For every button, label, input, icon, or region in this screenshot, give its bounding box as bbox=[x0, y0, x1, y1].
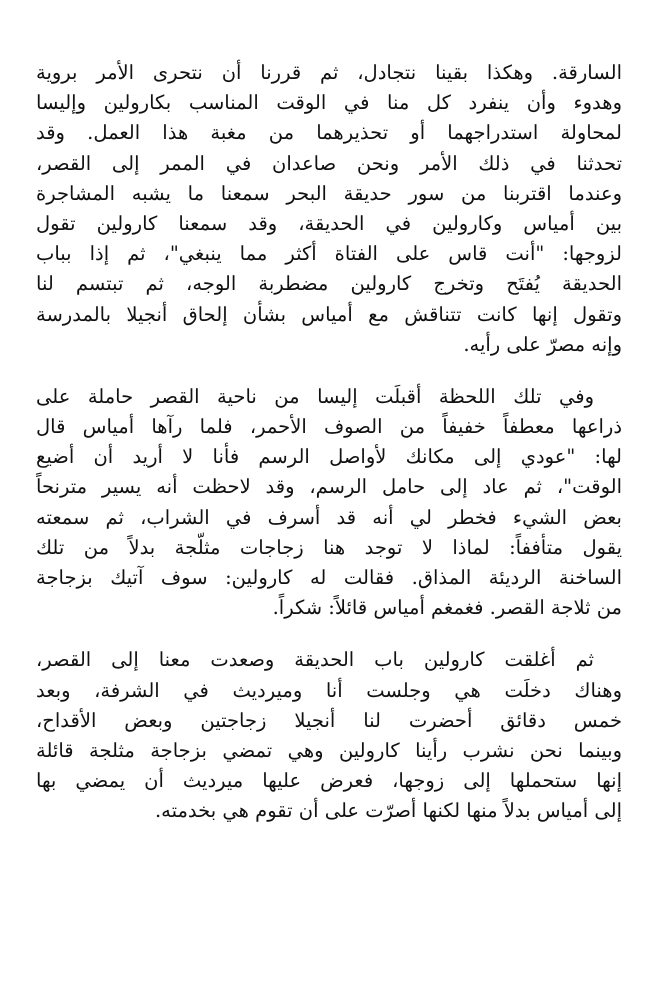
text-line: إلى أمياس بدلاً منها لكنها أصرّت على أن تقوم هي بخدمته. bbox=[154, 799, 622, 823]
text-line: من ثلاجة القصر. فغمغم أمياس قائلاً: شكراً. bbox=[272, 596, 622, 620]
text-line: الساخنة الرديئة المذاق. فقالت له كارولين: سوف آتيك بزجاجة bbox=[36, 566, 622, 589]
text-line: وهناك دخلَت هي وجلست أنا وميرديث في الشرفة، وبعد bbox=[36, 678, 622, 702]
text-line: وتقول إنها كانت تتناقش مع أمياس بشأن إلحاق أنجيلا بالمدرسة bbox=[36, 302, 622, 326]
text-line: الحديقة يُفتَح وتخرج كارولين مضطربة الوجه، ثم تبتسم لنا bbox=[36, 272, 622, 296]
text-line: وإنه مصرّ على رأيه. bbox=[463, 332, 622, 356]
text-line: لزوجها: "أنت قاس على الفتاة أكثر مما ينبغي"، ثم إذا بباب bbox=[36, 242, 622, 266]
text-line: يقول متأففاً: لماذا لا توجد هنا زجاجات مثلّجة بدلاً من تلك bbox=[36, 535, 622, 559]
text-line: إنها ستحملها إلى زوجها، فعرض عليها ميرديث أن يمضي بها bbox=[36, 769, 622, 793]
text-line: الوقت"، ثم عاد إلى حامل الرسم، وقد لاحظت أنه يسير مترنحاً bbox=[36, 475, 622, 499]
text-line: لها: "عودي إلى مكانك لأواصل الرسم فأنا لا أريد أن أضيع bbox=[36, 445, 622, 469]
text-line: وعندما اقتربنا من سور حديقة البحر سمعنا ما يشبه المشاجرة bbox=[36, 181, 622, 205]
text-line: وهدوء وأن ينفرد كل منا في الوقت المناسب بكارولين وإليسا bbox=[36, 91, 622, 115]
text-line: ثم أغلقت كارولين باب الحديقة وصعدت معنا إلى القصر، bbox=[36, 648, 594, 672]
text-line: لمحاولة استدراجهما أو تحذيرهما من مغبة هذا العمل. وقد bbox=[36, 121, 622, 145]
text-line: تحدثنا في ذلك الأمر ونحن صاعدان في الممر إلى القصر، bbox=[36, 151, 622, 175]
paragraph-3 bbox=[36, 645, 622, 826]
text-line: خمس دقائق أحضرت لنا أنجيلا زجاجتين وبعض الأقداح، bbox=[36, 708, 622, 732]
text-line: بين أمياس وكارولين في الحديقة، وقد سمعنا كارولين تقول bbox=[36, 211, 622, 235]
paragraph-1 bbox=[36, 58, 622, 360]
book-page bbox=[36, 58, 622, 849]
text-line: وفي تلك اللحظة أقبلَت إليسا من ناحية القصر حاملة على bbox=[36, 384, 594, 408]
text-line: ذراعها معطفاً خفيفاً من الصوف الأحمر، فلما رآها أمياس قال bbox=[36, 415, 622, 439]
text-line: وبينما نحن نشرب رأينا كارولين وهي تمضي بزجاجة مثلجة قائلة bbox=[36, 738, 622, 762]
text-line: بعض الشيء فخطر لي أنه قد أسرف في الشراب، ثم سمعته bbox=[36, 505, 622, 529]
text-line: السارقة. وهكذا بقينا نتجادل، ثم قررنا أن نتحرى الأمر بروية bbox=[36, 61, 622, 84]
paragraph-2 bbox=[36, 382, 622, 624]
